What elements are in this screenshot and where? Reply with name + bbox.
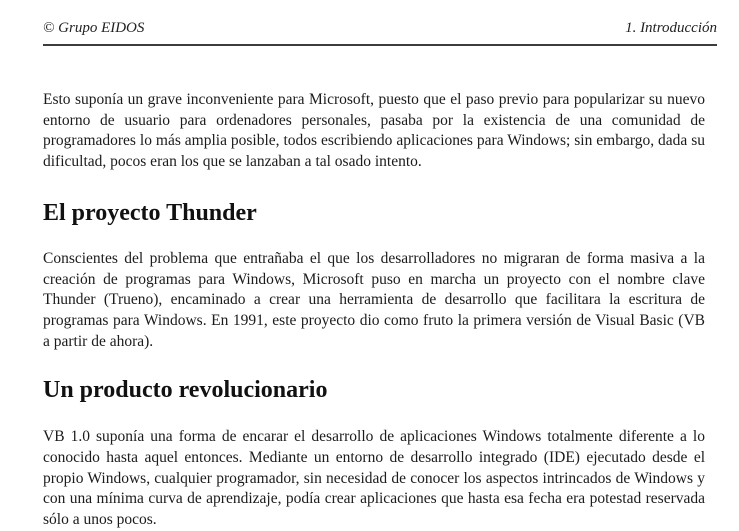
- paragraph-thunder-project: Conscientes del problema que entrañaba el que los desarrolladores no migraran de forma masiva a la creación de programas para Windows, Microsoft puso en marcha un proyecto con el nombre clave Thunder (Trueno), encaminado a crear una herramienta de desarrollo que facilitara la escritura de programas para Windows. En 1991, este proyecto dio como fruto la primera versión de Visual Basic (VB a partir de ahora).: [43, 249, 705, 350]
- page-header: [43, 20, 717, 37]
- document-content: [43, 90, 717, 531]
- paragraph-microsoft-problem: Esto suponía un grave inconveniente para Microsoft, puesto que el paso previo para popularizar su nuevo entorno de usuario para ordenadores personales, pasaba por la existencia de una comunidad de programadores lo más amplia posible, todos escribiendo aplicaciones para Windows; sin embargo, dada su dificultad, pocos eran los que se lanzaban a tal osado intento.: [43, 91, 705, 171]
- header-rule: [43, 44, 717, 46]
- heading-un-producto-revolucionario: Un producto revolucionario: [43, 377, 328, 404]
- heading-el-proyecto-thunder: El proyecto Thunder: [43, 199, 257, 226]
- header-chapter-title: 1. Introducción: [625, 20, 717, 36]
- paragraph-vb-revolutionary: VB 1.0 suponía una forma de encarar el desarrollo de aplicaciones Windows totalmente diferente a lo conocido hasta aquel entonces. Mediante un entorno de desarrollo integrado (IDE) ejecutado desde el propio Windows, cualquier programador, sin necesidad de conocer los aspectos intrincados de Windows y con una mínima curva de aprendizaje, podía crear aplicaciones que hasta esa fecha era potestad reservada sólo a unos pocos.: [43, 428, 705, 529]
- header-copyright: © Grupo EIDOS: [43, 20, 145, 36]
